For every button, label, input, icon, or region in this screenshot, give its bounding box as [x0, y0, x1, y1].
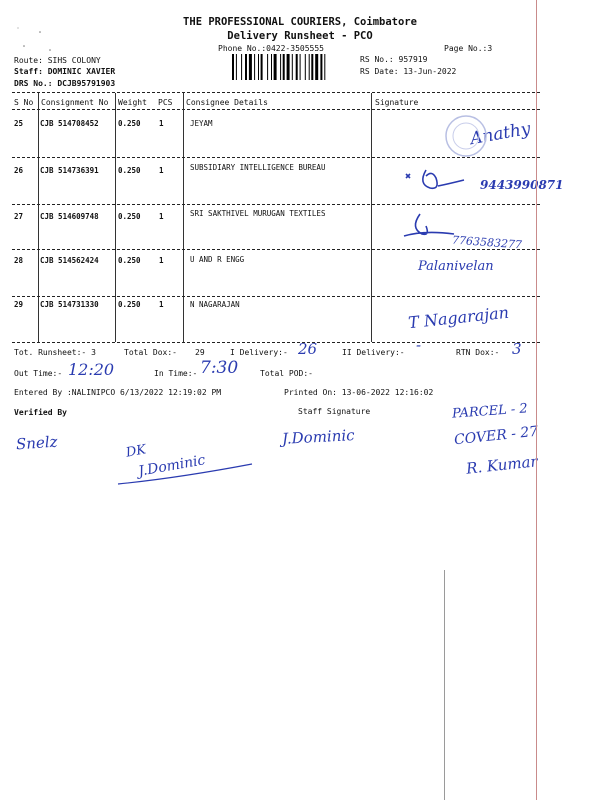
row-sno: 25	[14, 119, 24, 128]
row-signature: Palanivelan	[418, 259, 494, 274]
signature-scribble-icon	[404, 164, 474, 198]
table-bottom-rule	[12, 342, 540, 343]
staff-handwritten-signature: J.Dominic	[281, 426, 355, 448]
rtn-dox-value: 3	[512, 340, 522, 358]
col-header-consignment: Consignment No	[41, 98, 109, 107]
dk-initials: DK	[124, 442, 148, 461]
rs-date: RS Date: 13-Jun-2022	[360, 67, 457, 76]
row-pcs: 1	[159, 166, 164, 175]
table-top-rule	[12, 92, 540, 93]
row-signature: 7763583277	[451, 233, 523, 252]
row-pcs: 1	[159, 212, 164, 221]
barcode	[232, 54, 352, 80]
row-consignment: CJB 514731330	[40, 300, 99, 309]
ii-delivery-label: II Delivery:-	[342, 348, 405, 357]
scan-speckle-icon	[10, 20, 70, 60]
col-header-consignee: Consignee Details	[186, 98, 268, 107]
row-pcs: 1	[159, 300, 164, 309]
row-consignment: CJB 514562424	[40, 256, 99, 265]
row-sno: 28	[14, 256, 24, 265]
row-pcs: 1	[159, 256, 164, 265]
initials-signature: R. Kumar	[465, 452, 539, 478]
row-sno: 26	[14, 166, 24, 175]
row-weight: 0.250	[118, 119, 141, 128]
row-weight: 0.250	[118, 166, 141, 175]
col-header-weight: Weight	[118, 98, 147, 107]
col-divider	[38, 93, 39, 342]
staff-signature-label: Staff Signature	[298, 407, 371, 416]
row-consignment: CJB 514609748	[40, 212, 99, 221]
row-signature: 9443990871	[480, 178, 564, 192]
document-title: THE PROFESSIONAL COURIERS, Coimbatore	[183, 16, 417, 28]
row-signature: T Nagarajan	[407, 302, 510, 333]
document-subtitle: Delivery Runsheet - PCO	[227, 30, 373, 42]
row-consignee: SRI SAKTHIVEL MURUGAN TEXTILES	[190, 209, 326, 218]
row-pcs: 1	[159, 119, 164, 128]
row-consignee: SUBSIDIARY INTELLIGENCE BUREAU	[190, 163, 326, 172]
rs-number: RS No.: 957919	[360, 55, 428, 64]
in-time-value: 7:30	[200, 358, 239, 378]
row-sno: 27	[14, 212, 24, 221]
scan-edge-line	[536, 0, 537, 800]
route: Route: SIHS COLONY	[14, 56, 101, 65]
total-dox-label: Total Dox:-	[124, 348, 177, 357]
cover-count: COVER - 27	[453, 423, 539, 449]
stamp-icon	[436, 110, 496, 158]
staff-name: Staff: DOMINIC XAVIER	[14, 67, 116, 76]
col-divider	[371, 93, 372, 342]
parcel-count: PARCEL - 2	[451, 401, 529, 422]
row-weight: 0.250	[118, 300, 141, 309]
in-time-label: In Time:-	[154, 369, 198, 378]
row-consignee: JEYAM	[190, 119, 213, 128]
printed-on: Printed On: 13-06-2022 12:16:02	[284, 388, 434, 397]
entered-by: Entered By :NALINIPCO 6/13/2022 12:19:02 PM	[14, 388, 222, 397]
row-weight: 0.250	[118, 256, 141, 265]
out-time-value: 12:20	[68, 360, 115, 379]
rtn-dox-label: RTN Dox:-	[456, 348, 500, 357]
drs-number: DRS No.: DCJB95791903	[14, 79, 116, 88]
row-rule	[12, 296, 540, 297]
row-rule	[12, 249, 540, 250]
row-consignee: U AND R ENGG	[190, 255, 245, 264]
verifier-signature: Snelz	[15, 432, 59, 454]
total-pod-label: Total POD:-	[260, 369, 313, 378]
dk-signature: J.Dominic	[137, 452, 207, 480]
signature-underline-icon	[116, 460, 256, 490]
row-consignee: N NAGARAJAN	[190, 300, 240, 309]
col-header-signature: Signature	[375, 98, 419, 107]
total-dox-value: 29	[195, 348, 205, 357]
row-weight: 0.250	[118, 212, 141, 221]
tot-runsheet: Tot. Runsheet:- 3	[14, 348, 96, 357]
verified-by-label: Verified By	[14, 408, 67, 417]
col-divider	[183, 93, 184, 342]
i-delivery-value: 26	[298, 340, 318, 358]
col-header-pcs: PCS	[158, 98, 173, 107]
i-delivery-label: I Delivery:-	[230, 348, 288, 357]
out-time-label: Out Time:-	[14, 369, 63, 378]
ii-delivery-value: -	[416, 336, 422, 354]
col-divider	[115, 93, 116, 342]
scan-fold-line	[444, 570, 445, 800]
row-consignment: CJB 514708452	[40, 119, 99, 128]
row-signature: Anathy	[468, 118, 533, 150]
row-sno: 29	[14, 300, 24, 309]
page-number: Page No.:3	[444, 44, 493, 53]
row-rule	[12, 204, 540, 205]
phone-number: Phone No.:0422-3505555	[218, 44, 324, 53]
col-header-sno: S No	[14, 98, 34, 107]
signature-scribble-icon	[400, 210, 460, 244]
row-consignment: CJB 514736391	[40, 166, 99, 175]
